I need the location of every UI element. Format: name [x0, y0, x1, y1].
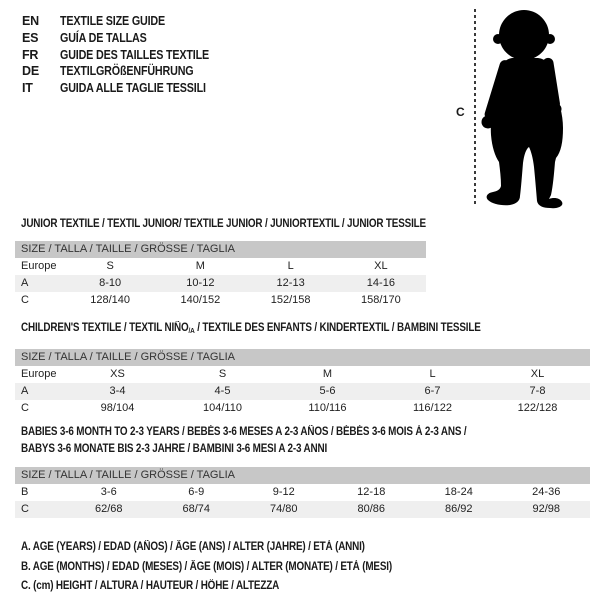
cell-value: 14-16 [366, 277, 395, 289]
table-row [15, 292, 426, 309]
language-code: IT [22, 81, 33, 96]
cell-value: 6-7 [424, 385, 441, 397]
footnote-age-months: B. AGE (MONTHS) / EDAD (MESES) / ÂGE (MOIS) / ALTER (MONATE) / ETÀ (MESI) [21, 560, 392, 573]
junior-section-heading [21, 216, 492, 233]
table-body [15, 258, 426, 309]
size-header-bar: SIZE / TALLA / TAILLE / GRÖSSE / TAGLIA [15, 349, 590, 366]
language-code: EN [22, 14, 39, 28]
language-row [22, 13, 233, 30]
language-title: GUIDE DES TAILLES TEXTILE [60, 47, 210, 62]
cell-value: 8-10 [99, 277, 122, 289]
table-row [15, 400, 590, 417]
table-heading-line [21, 424, 466, 441]
table-row [15, 383, 590, 400]
footnotes [21, 537, 600, 596]
footnote-age-years: A. AGE (YEARS) / EDAD (AÑOS) / ÂGE (ANS) / ALTER (JAHRE) / ETÀ (ANNI) [21, 541, 365, 553]
cell-value: 128/140 [90, 294, 130, 306]
cell-value: XL [374, 260, 388, 272]
language-row [22, 47, 233, 64]
cell-value: M [322, 368, 333, 380]
cell-value: XL [530, 368, 545, 380]
children-section-heading [21, 320, 555, 340]
language-row [22, 80, 233, 97]
language-row [22, 63, 233, 80]
row-label: C [21, 294, 29, 306]
cell-value: 74/80 [269, 503, 298, 515]
row-label: Europe [21, 368, 57, 380]
cell-value: M [195, 260, 205, 272]
table-row [15, 275, 426, 292]
heading-subscript: /A [188, 326, 195, 335]
heading-text: BABIES 3-6 MONTH TO 2-3 YEARS / BEBÉS 3-6 MESES A 2-3 AÑOS / BÉBÉS 3-6 MOIS À 2-3 ANS / [21, 426, 467, 438]
language-title: GUÍA DE TALLAS [60, 30, 147, 45]
cell-value: 4-5 [214, 385, 231, 397]
cell-value: 110/116 [308, 402, 347, 414]
cell-value: 9-12 [272, 486, 295, 498]
row-label: B [21, 486, 29, 498]
row-label: A [21, 385, 29, 397]
cell-value: 158/170 [360, 294, 401, 306]
row-label: C [21, 503, 29, 515]
table-body [15, 484, 590, 518]
cell-value: 24-36 [532, 486, 561, 498]
children-size-table [15, 349, 590, 417]
language-title: TEXTILE SIZE GUIDE [60, 14, 166, 28]
cell-value: 12-13 [276, 277, 305, 289]
size-header-bar: SIZE / TALLA / TAILLE / GRÖSSE / TAGLIA [15, 241, 426, 258]
cell-value: L [287, 260, 294, 272]
cell-value: XS [110, 368, 125, 380]
cell-value: 62/68 [94, 503, 123, 515]
cell-value: 5-6 [319, 385, 336, 397]
language-code: FR [22, 47, 39, 62]
height-measure-line [474, 9, 476, 207]
language-title-list [22, 13, 233, 97]
cell-value: 122/128 [517, 402, 558, 414]
cell-value: 68/74 [182, 503, 211, 515]
junior-size-table [15, 241, 426, 309]
table-row [15, 366, 590, 383]
heading-text: / TEXTILE DES ENFANTS / KINDERTEXTIL / BAMBINI TESSILE [194, 322, 481, 334]
cell-value: 92/98 [532, 503, 561, 515]
cell-value: 7-8 [529, 385, 546, 397]
table-row [15, 501, 590, 518]
cell-value: 152/158 [270, 294, 311, 306]
cell-value: S [106, 260, 114, 272]
cell-value: 140/152 [180, 294, 221, 306]
baby-silhouette-icon [478, 2, 578, 212]
language-code: DE [22, 64, 39, 79]
cell-value: S [218, 368, 227, 380]
heading-text: BABYS 3-6 MONATE BIS 2-3 JAHRE / BAMBINI 3-6 MESI A 2-3 ANNI [21, 442, 328, 455]
cell-value: 12-18 [357, 486, 386, 498]
language-title: TEXTILGRÖßENFÜHRUNG [60, 64, 194, 79]
cell-value: 116/122 [413, 402, 452, 414]
language-code: ES [22, 30, 39, 45]
table-heading-line [21, 441, 466, 458]
row-label: C [21, 402, 29, 414]
language-row [22, 30, 233, 47]
size-header-bar: SIZE / TALLA / TAILLE / GRÖSSE / TAGLIA [15, 467, 590, 484]
footnote-height-cm: C. (cm) HEIGHT / ALTURA / HAUTEUR / HÖHE / ALTEZZA [21, 580, 280, 593]
cell-value: 3-4 [109, 385, 126, 397]
row-label: A [21, 277, 29, 289]
table-heading-line [21, 216, 426, 233]
cell-value: L [429, 368, 436, 380]
cell-value: 18-24 [444, 486, 473, 498]
cell-value: 6-9 [188, 486, 205, 498]
heading-text: JUNIOR TEXTILE / TEXTIL JUNIOR/ TEXTILE JUNIOR / JUNIORTEXTIL / JUNIOR TESSILE [21, 218, 426, 230]
table-heading-line [21, 320, 481, 340]
height-measure-label: C [456, 105, 465, 119]
cell-value: 80/86 [357, 503, 386, 515]
babies-size-table [15, 467, 590, 518]
heading-text: CHILDREN'S TEXTILE / TEXTIL NIÑO [21, 322, 189, 334]
cell-value: 104/110 [203, 402, 242, 414]
cell-value: 10-12 [186, 277, 215, 289]
babies-section-heading [21, 424, 539, 457]
cell-value: 3-6 [100, 486, 117, 498]
table-row [15, 484, 590, 501]
table-row [15, 258, 426, 275]
language-title: GUIDA ALLE TAGLIE TESSILI [60, 81, 206, 96]
table-body [15, 366, 590, 417]
row-label: Europe [21, 260, 57, 272]
cell-value: 86/92 [444, 503, 473, 515]
cell-value: 98/104 [100, 402, 135, 414]
